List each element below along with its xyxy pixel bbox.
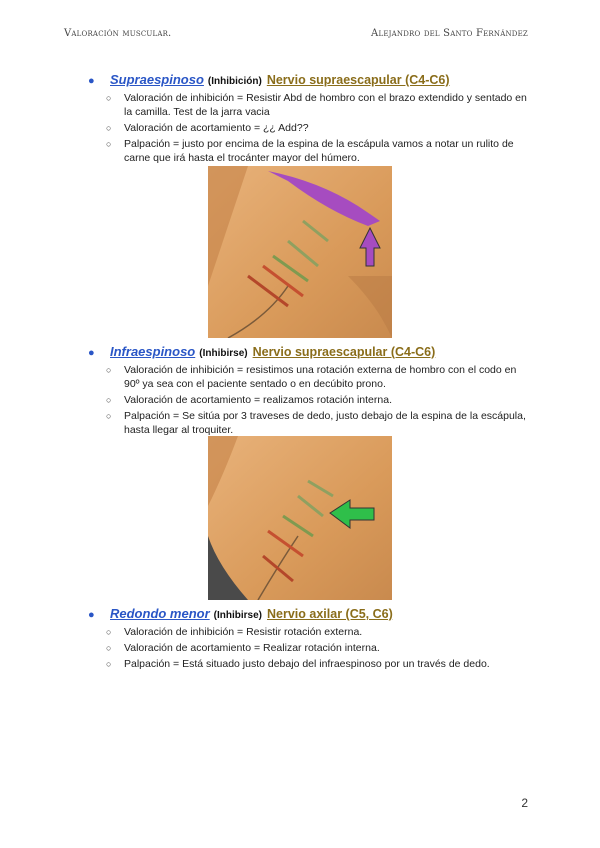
nerve-link[interactable]: Nervio supraescapular (C4-C6) xyxy=(266,73,450,87)
muscle-link[interactable]: Redondo menor xyxy=(110,606,210,621)
section-title xyxy=(88,606,530,621)
list-item: ○ Valoración de acortamiento = ¿¿ Add?? xyxy=(106,122,309,134)
list-item: ○ Palpación = Se sitúa por 3 traveses de dedo, justo debajo de la espina de la escápula, hasta llegar al troquiter. xyxy=(106,410,526,436)
action-label: (Inhibición) xyxy=(207,76,262,87)
list-item: ○ Palpación = justo por encima de la espina de la escápula vamos a notar un rulito de carne que irá hasta el trocánter mayor del húmero. xyxy=(106,138,514,164)
list-item: ○ Valoración de acortamiento = Realizar rotación interna. xyxy=(106,642,380,654)
section-supraespinoso xyxy=(88,72,530,167)
muscle-link[interactable]: Supraespinoso xyxy=(110,72,204,87)
list-item: ○ Palpación = Está situado justo debajo del infraespinoso por un través de dedo. xyxy=(106,658,490,670)
list-item: ○ Valoración de inhibición = resistimos una rotación externa de hombro con el codo en 90º ya sea con el paciente sentado o en decúbito prono. xyxy=(106,364,517,390)
detail-list xyxy=(88,91,530,165)
bullet-icon: ● xyxy=(88,75,95,87)
shoulder-photo-infraespinoso xyxy=(208,436,392,600)
nerve-link[interactable]: Nervio axilar (C5, C6) xyxy=(267,607,393,621)
bullet-icon: ● xyxy=(88,347,95,359)
bullet-icon: ● xyxy=(88,609,95,621)
header-left: Valoración muscular. xyxy=(64,28,172,39)
nerve-link[interactable]: Nervio supraescapular (C4-C6) xyxy=(252,345,436,359)
detail-list xyxy=(88,625,530,671)
section-redondo-menor xyxy=(88,606,530,673)
action-label: (Inhibirse) xyxy=(199,348,248,359)
list-item: ○ Valoración de acortamiento = realizamos rotación interna. xyxy=(106,394,392,406)
muscle-link[interactable]: Infraespinoso xyxy=(110,344,196,359)
list-item: ○ Valoración de inhibición = Resistir Abd de hombro con el brazo extendido y sentado en la camilla. Test de la jarra vacia xyxy=(106,92,527,118)
section-infraespinoso xyxy=(88,344,530,439)
page-number: 2 xyxy=(521,796,528,810)
detail-list xyxy=(88,363,530,437)
header-right: Alejandro del Santo Fernández xyxy=(371,28,528,39)
shoulder-photo-supraespinoso xyxy=(208,166,392,338)
section-title xyxy=(88,344,530,359)
section-title xyxy=(88,72,530,87)
action-label: (Inhibirse) xyxy=(213,610,263,621)
list-item: ○ Valoración de inhibición = Resistir rotación externa. xyxy=(106,626,363,638)
